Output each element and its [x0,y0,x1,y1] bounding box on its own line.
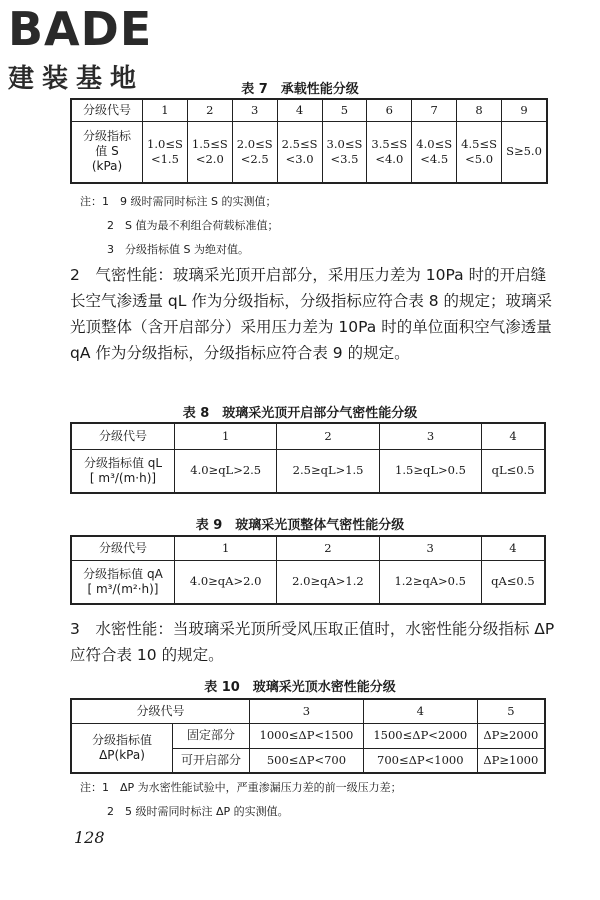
table7-grade: 9 [502,99,548,121]
table8-grade: 4 [482,423,545,449]
table8-head-label: 分级代号 [71,423,175,449]
label-line: 分级指标值 qA [83,566,163,581]
range-single: S≥5.0 [506,144,542,159]
table7-head-label: 分级代号 [71,99,143,121]
logo-title: BADE [8,2,153,56]
table8-grade: 3 [379,423,481,449]
table7-range-cell [457,121,502,183]
range-lower: 4.0≤S [416,136,453,151]
table8-grade: 2 [277,423,379,449]
logo-subtitle: 建装基地 [8,64,145,94]
table7-grade: 1 [143,99,188,121]
table10-grade: 3 [250,699,364,723]
table9-grade: 1 [175,536,277,560]
table10-grade: 5 [477,699,545,723]
range-upper: <1.5 [150,151,179,166]
range-upper: <4.0 [375,151,404,166]
table7-grade: 2 [187,99,232,121]
table9-grade: 3 [379,536,481,560]
label-line: 分级指标 [82,129,131,144]
table8 [70,422,546,494]
range-upper: <4.5 [420,151,449,166]
table10-value: 1000≤ΔP<1500 [250,723,364,748]
table7-head-row [71,99,547,121]
table7-range-cell [502,121,548,183]
table9-value-row [71,560,545,604]
table9 [70,535,546,605]
table7-grade: 8 [457,99,502,121]
table10-grade: 4 [363,699,477,723]
table10-value: 500≤ΔP<700 [250,748,364,773]
table10-sub-fixed: 固定部分 [173,723,250,748]
table9-row-label [71,560,175,604]
table9-value: 1.2≥qA>0.5 [379,560,481,604]
table10-head-label: 分级代号 [71,699,250,723]
note-line: 3 分级指标值 S 为绝对值。 [107,243,249,256]
table7-grade: 5 [322,99,367,121]
table9-grade: 4 [481,536,545,560]
table8-head-row [71,423,545,449]
range-lower: 2.0≤S [236,136,273,151]
note-line: 注：1 9 级时需同时标注 S 的实测值； [80,195,277,208]
table10-caption: 表 10 玻璃采光顶水密性能分级 [204,680,396,695]
table7 [70,98,548,184]
table8-value: qL≤0.5 [482,449,545,493]
table8-grade: 1 [175,423,277,449]
range-upper: <2.0 [195,151,224,166]
table7-range-cell [143,121,188,183]
table7-range-cell [187,121,232,183]
table9-head-label: 分级代号 [71,536,175,560]
label-line: 值 S [95,144,119,159]
table7-grade: 6 [367,99,412,121]
range-upper: <3.5 [330,151,359,166]
table9-caption: 表 9 玻璃采光顶整体气密性能分级 [195,518,405,533]
table8-caption: 表 8 玻璃采光顶开启部分气密性能分级 [182,406,418,421]
range-lower: 3.5≤S [371,136,408,151]
table7-range-cell [367,121,412,183]
table10-value: ΔP≥1000 [477,748,545,773]
table7-range-cell [412,121,457,183]
table7-caption: 表 7 承载性能分级 [241,82,359,97]
table10-notes [80,776,402,824]
label-line: (kPa) [91,159,123,174]
note-line: 2 S 值为最不利组合荷载标准值； [107,219,279,232]
table7-range-cell [322,121,367,183]
table10-value: 1500≤ΔP<2000 [363,723,477,748]
range-lower: 2.5≤S [281,136,318,151]
label-line: [ m³/(m²·h)] [87,581,159,596]
range-upper: <5.0 [465,151,494,166]
table8-value: 2.5≥qL>1.5 [277,449,379,493]
range-lower: 1.5≤S [191,136,228,151]
range-lower: 4.5≤S [461,136,497,151]
table8-value: 1.5≥qL>0.5 [379,449,481,493]
label-line: 分级指标值 qL [83,455,163,470]
table9-grade: 2 [277,536,379,560]
note-line: 注：1 ΔP 为水密性能试验中，严重渗漏压力差的前一级压力差； [80,781,402,794]
table10-value: ΔP≥2000 [477,723,545,748]
table9-value: 4.0≥qA>2.0 [175,560,277,604]
table7-notes [80,190,278,262]
range-lower: 1.0≤S [147,136,183,151]
table10-sub-openable: 可开启部分 [173,748,250,773]
paragraph-water-tightness: 3 水密性能：当玻璃采光顶所受风压取正值时，水密性能分级指标 ΔP 应符合表 10 的规定。 [70,620,555,664]
table10 [70,698,546,774]
table9-value: qA≤0.5 [481,560,545,604]
label-line: ΔP(kPa) [99,747,145,762]
table7-value-row [71,121,547,183]
label-line: 分级指标值 [91,732,152,747]
range-upper: <3.0 [285,151,314,166]
table10-head-row [71,699,545,723]
note-line: 2 5 级时需同时标注 ΔP 的实测值。 [107,805,289,818]
label-line: [ m³/(m·h)] [89,470,157,485]
table10-value: 700≤ΔP<1000 [363,748,477,773]
table7-grade: 3 [232,99,277,121]
table7-row-label [71,121,143,183]
range-lower: 3.0≤S [326,136,363,151]
table8-value: 4.0≥qL>2.5 [175,449,277,493]
table9-head-row [71,536,545,560]
table8-value-row [71,449,545,493]
table10-row-label [71,723,173,773]
table8-row-label [71,449,175,493]
paragraph-air-tightness: 2 气密性能：玻璃采光顶开启部分，采用压力差为 10Pa 时的开启缝长空气渗透量 qL 作为分级指标，分级指标应符合表 8 的规定；玻璃采光顶整体（含开启部分）采用压力差为 10Pa 时的单位面积空气渗透量 qA 作为分级指标，分级指标应符合表 9 的规定。 [70,266,553,362]
range-upper: <2.5 [240,151,269,166]
page-number: 128 [74,828,105,847]
table7-grade: 7 [412,99,457,121]
table10-fixed-row [71,723,545,748]
table7-range-cell [277,121,322,183]
table9-value: 2.0≥qA>1.2 [277,560,379,604]
table7-grade: 4 [277,99,322,121]
table7-range-cell [232,121,277,183]
